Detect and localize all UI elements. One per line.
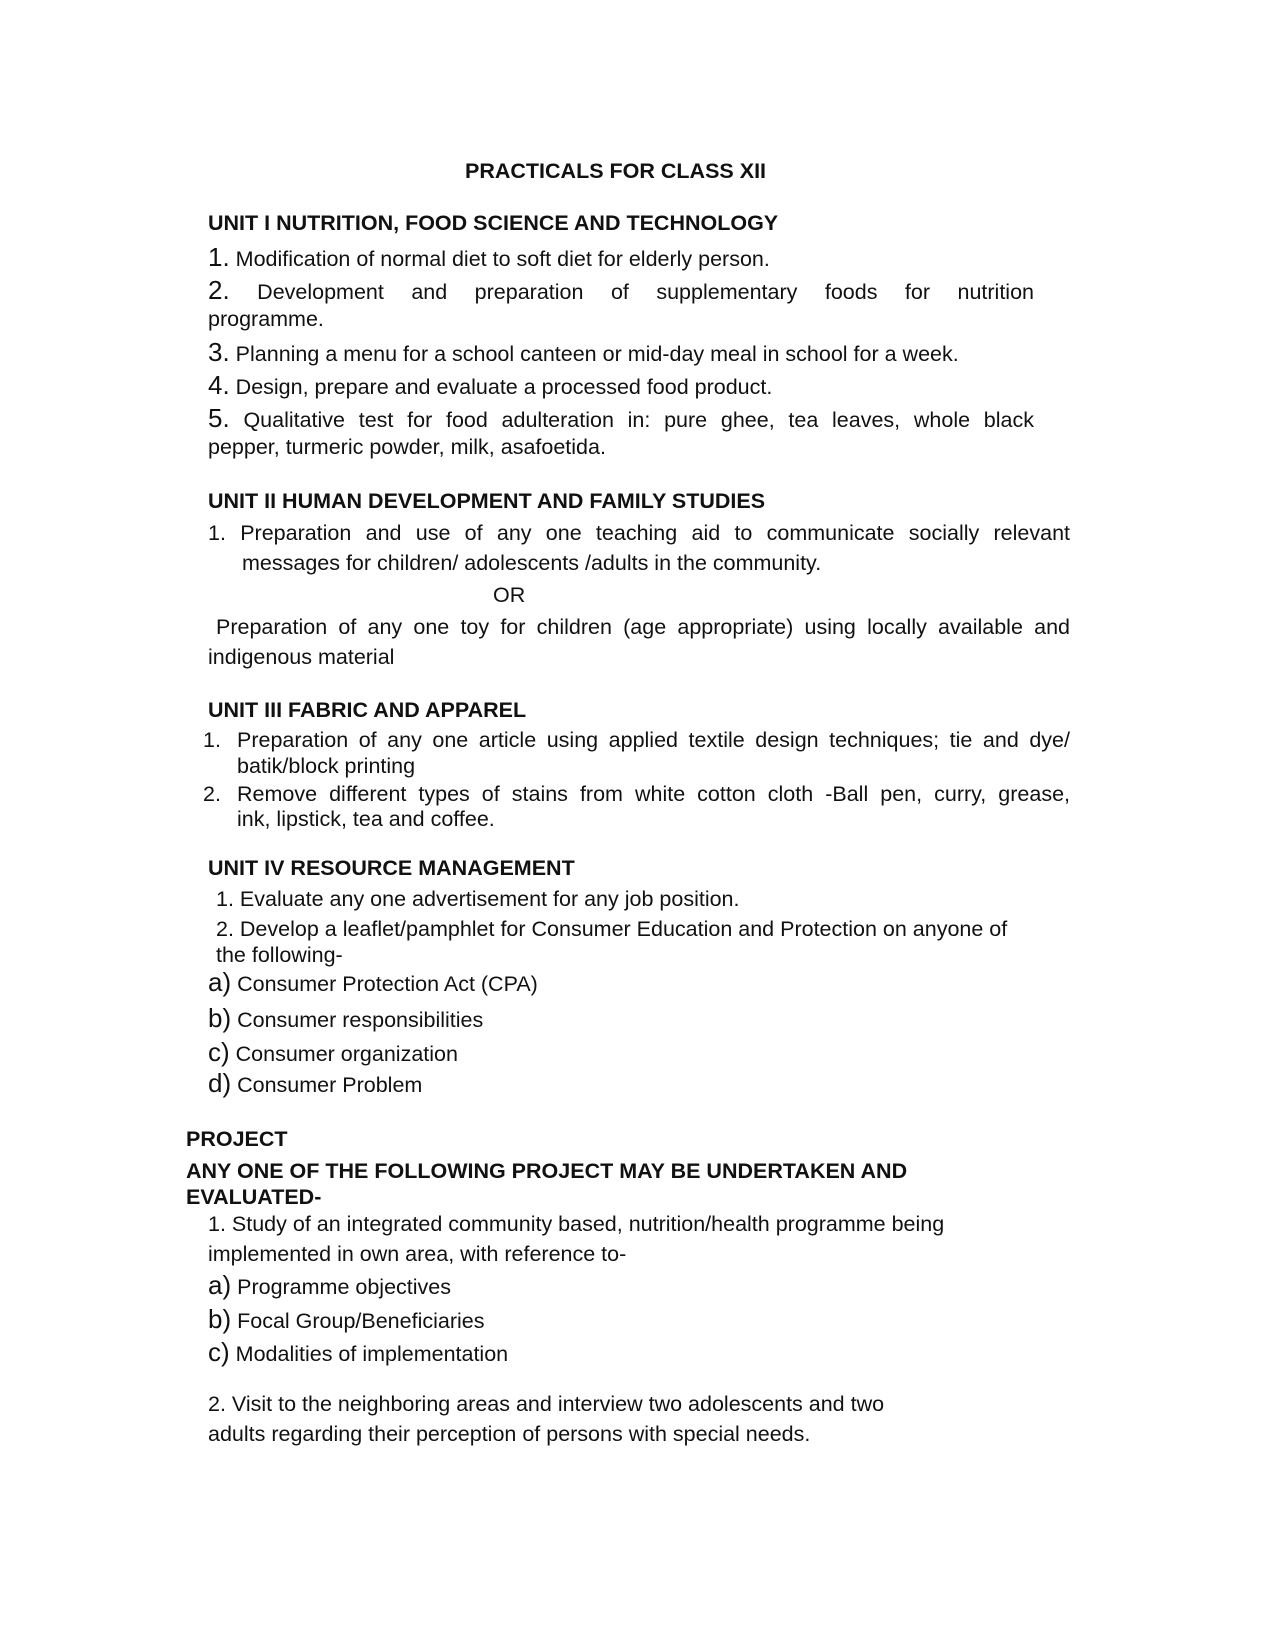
unit4-item-2-cont: the following- — [216, 943, 343, 967]
unit4-sub-b — [208, 1004, 483, 1034]
item-text: Planning a menu for a school canteen or mid-day meal in school for a week. — [235, 342, 959, 366]
item-number: 2. — [208, 275, 230, 305]
unit1-item-3 — [208, 338, 959, 368]
project-item-1: 1. Study of an integrated community based, nutrition/health programme being — [208, 1212, 945, 1236]
unit3-item-1-number: 1. — [203, 728, 221, 752]
project-sub-a — [208, 1271, 451, 1301]
unit1-item-5 — [208, 404, 1034, 434]
sub-text: Modalities of implementation — [235, 1342, 509, 1366]
unit4-sub-d — [208, 1069, 422, 1099]
unit1-item-1 — [208, 243, 770, 273]
page-title: PRACTICALS FOR CLASS XII — [465, 159, 767, 183]
unit4-item-1: 1. Evaluate any one advertisement for any job position. — [216, 887, 740, 911]
unit1-item-4 — [208, 371, 772, 401]
project-item-2: 2. Visit to the neighboring areas and interview two adolescents and two — [208, 1392, 885, 1416]
item-text: Qualitative test for food adulteration in: pure ghee, tea leaves, whole black — [243, 408, 1034, 432]
sub-letter: c) — [208, 1037, 230, 1067]
unit4-heading: UNIT IV RESOURCE MANAGEMENT — [208, 856, 575, 880]
unit3-item-2-cont: ink, lipstick, tea and coffee. — [237, 807, 495, 831]
sub-letter: c) — [208, 1337, 230, 1367]
item-number: 3. — [208, 337, 230, 367]
project-intro-cont: EVALUATED- — [186, 1185, 322, 1209]
item-number: 5. — [208, 403, 230, 433]
unit3-item-1: Preparation of any one article using applied textile design techniques; tie and dye/ — [237, 728, 1070, 752]
unit2-item-1-cont: messages for children/ adolescents /adults in the community. — [242, 551, 822, 575]
sub-letter: b) — [208, 1304, 232, 1334]
sub-text: Consumer Problem — [237, 1073, 423, 1097]
project-sub-b — [208, 1305, 484, 1335]
unit4-sub-a — [208, 968, 538, 998]
item-text: Development and preparation of supplementary foods for nutrition — [257, 280, 1034, 304]
unit1-item-2 — [208, 276, 1034, 306]
project-intro: ANY ONE OF THE FOLLOWING PROJECT MAY BE UNDERTAKEN AND — [186, 1159, 908, 1183]
sub-text: Consumer organization — [235, 1042, 458, 1066]
unit1-item-5-cont: pepper, turmeric powder, milk, asafoetida. — [208, 435, 606, 459]
sub-letter: a) — [208, 1270, 232, 1300]
project-item-2-cont: adults regarding their perception of persons with special needs. — [208, 1422, 811, 1446]
unit2-item-1: 1. Preparation and use of any one teaching aid to communicate socially relevant — [208, 521, 1070, 545]
sub-letter: a) — [208, 967, 232, 997]
sub-letter: b) — [208, 1003, 232, 1033]
project-heading: PROJECT — [186, 1127, 288, 1151]
unit4-sub-c — [208, 1038, 458, 1068]
project-sub-c — [208, 1338, 508, 1368]
item-text: Modification of normal diet to soft diet for elderly person. — [235, 247, 770, 271]
unit2-alternative-cont: indigenous material — [208, 645, 395, 669]
unit3-item-2-number: 2. — [203, 782, 221, 806]
or-separator: OR — [493, 583, 526, 607]
sub-text: Focal Group/Beneficiaries — [237, 1309, 485, 1333]
unit3-item-1-cont: batik/block printing — [237, 754, 416, 778]
sub-text: Consumer Protection Act (CPA) — [237, 972, 538, 996]
unit2-alternative: Preparation of any one toy for children (age appropriate) using locally available and — [216, 615, 1070, 639]
unit3-item-2: Remove different types of stains from white cotton cloth -Ball pen, curry, grease, — [237, 782, 1070, 806]
sub-text: Programme objectives — [237, 1275, 451, 1299]
unit3-heading: UNIT III FABRIC AND APPAREL — [208, 698, 527, 722]
unit2-heading: UNIT II HUMAN DEVELOPMENT AND FAMILY STUDIES — [208, 489, 766, 513]
item-text: Design, prepare and evaluate a processed food product. — [235, 375, 773, 399]
unit1-item-2-cont: programme. — [208, 307, 324, 331]
project-item-1-cont: implemented in own area, with reference to- — [208, 1242, 627, 1266]
unit4-item-2: 2. Develop a leaflet/pamphlet for Consumer Education and Protection on anyone of — [216, 917, 1008, 941]
sub-letter: d) — [208, 1068, 232, 1098]
sub-text: Consumer responsibilities — [237, 1008, 484, 1032]
item-number: 1. — [208, 242, 230, 272]
unit1-heading: UNIT I NUTRITION, FOOD SCIENCE AND TECHNOLOGY — [208, 211, 779, 235]
item-number: 4. — [208, 370, 230, 400]
